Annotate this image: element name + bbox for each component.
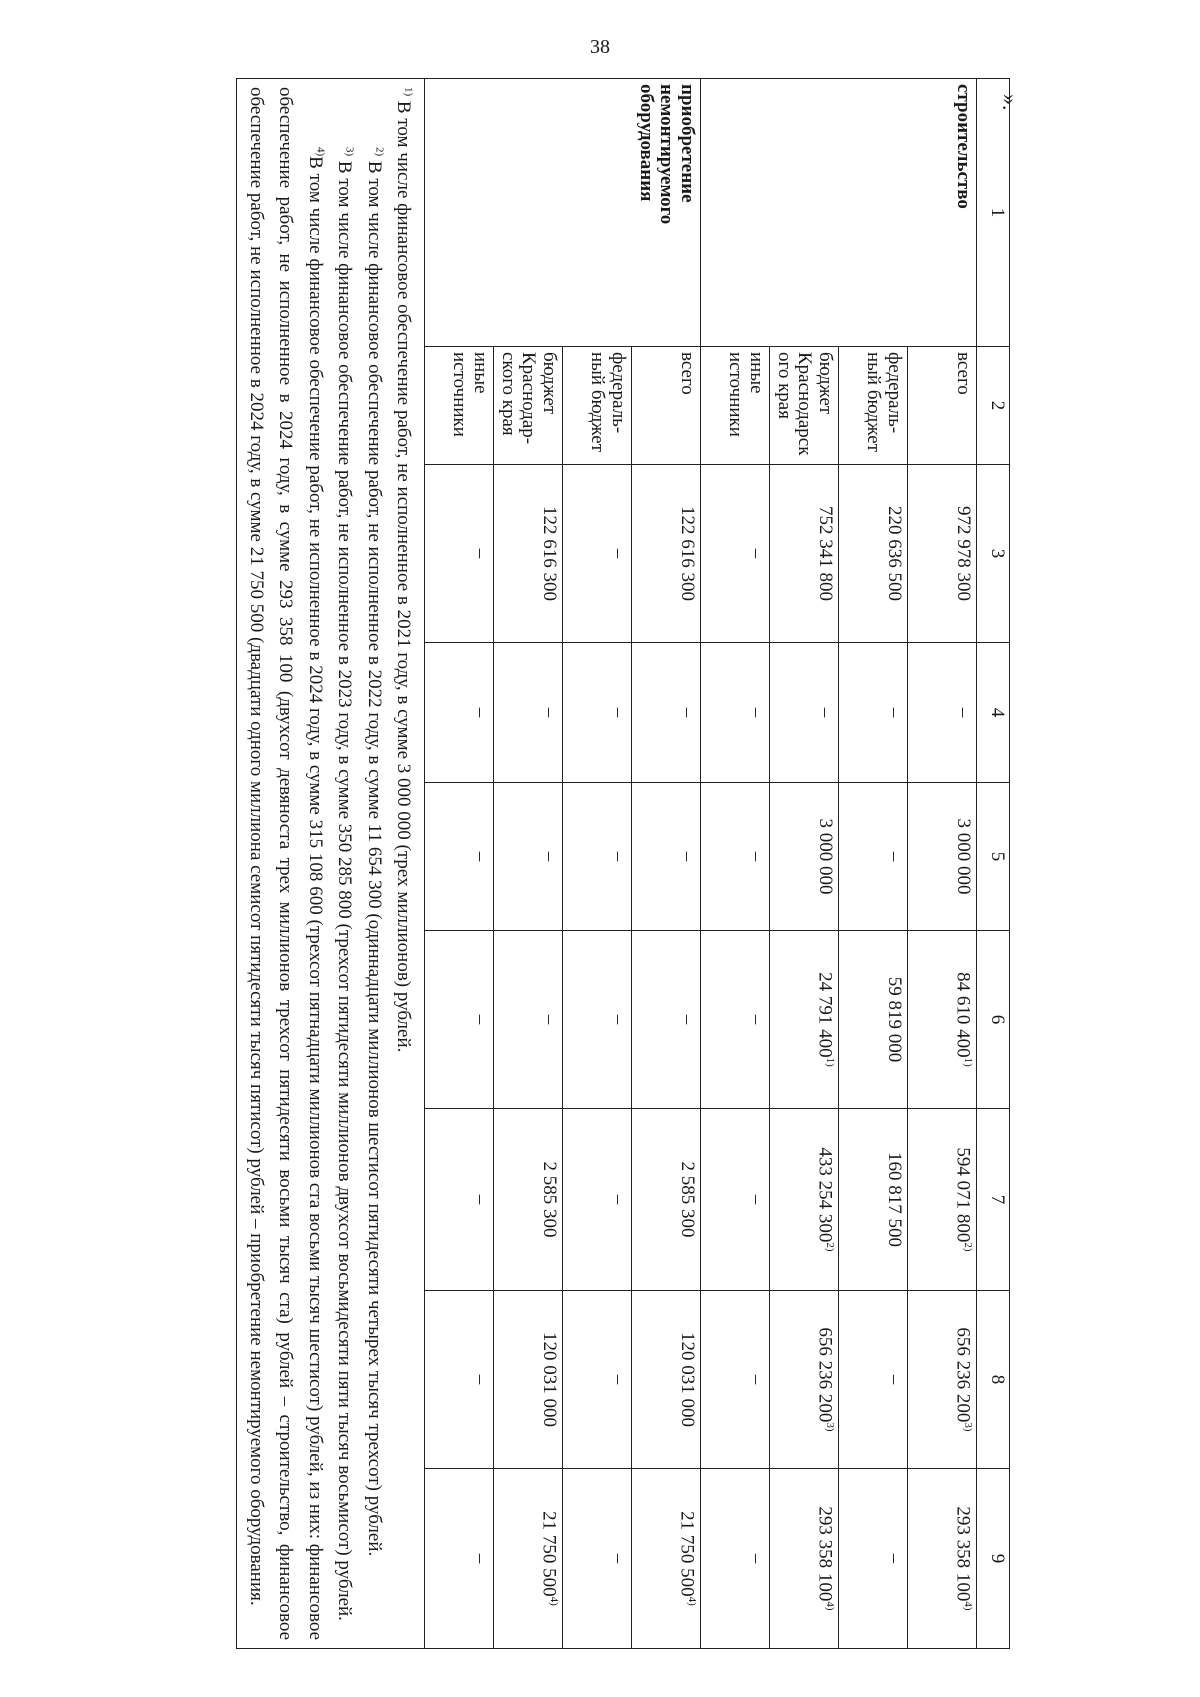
- column-header: 6: [977, 931, 1010, 1109]
- amount-cell: [494, 931, 563, 1109]
- amount-value: –: [608, 1374, 629, 1385]
- amount-cell: [908, 465, 977, 643]
- amount-cell: [701, 643, 770, 783]
- funding-source: всего: [908, 347, 977, 465]
- amount-cell: [425, 1291, 494, 1469]
- footnotes: [237, 79, 425, 1649]
- footnote-1: $^{1)}$ В том числе финансовое обеспечение работ, не исполненное в 2021 году, в сумме 3 000 000 (трех миллионов) рублей.: [393, 87, 415, 1053]
- footnote-mark: 1): [824, 1057, 836, 1067]
- amount-cell: [632, 1109, 701, 1291]
- amount-cell: [563, 783, 632, 931]
- amount-value: –: [884, 707, 905, 718]
- amount-cell: [839, 1291, 908, 1469]
- amount-value: –: [677, 1014, 698, 1025]
- amount-value: –: [608, 1194, 629, 1205]
- amount-value: –: [608, 1553, 629, 1564]
- funding-source: всего: [632, 347, 701, 465]
- amount-value: 433 254 300: [814, 1147, 836, 1243]
- page-number: 38: [590, 36, 610, 58]
- amount-value: 120 031 000: [539, 1332, 560, 1427]
- amount-cell: [632, 931, 701, 1109]
- amount-value: 752 341 800: [815, 506, 836, 601]
- amount-cell: [494, 783, 563, 931]
- amount-value: –: [746, 851, 767, 862]
- amount-value: –: [746, 707, 767, 718]
- amount-cell: [908, 783, 977, 931]
- section-label: приобретение немонтируемого оборудования: [425, 79, 701, 347]
- financing-table: [236, 78, 1010, 1649]
- footnote-mark: 4): [962, 1601, 974, 1611]
- column-header: 3: [977, 465, 1010, 643]
- amount-value: –: [746, 1553, 767, 1564]
- column-header: 7: [977, 1109, 1010, 1291]
- amount-cell: [839, 931, 908, 1109]
- column-header: 8: [977, 1291, 1010, 1469]
- amount-value: –: [470, 1014, 491, 1025]
- amount-value: –: [608, 707, 629, 718]
- column-header: 5: [977, 783, 1010, 931]
- amount-cell: [770, 465, 839, 643]
- amount-value: –: [815, 707, 836, 718]
- amount-cell: [839, 643, 908, 783]
- amount-cell: [563, 643, 632, 783]
- amount-cell: [494, 465, 563, 643]
- amount-value: –: [746, 1194, 767, 1205]
- amount-cell: [839, 465, 908, 643]
- amount-value: –: [539, 1014, 560, 1025]
- column-header: 4: [977, 643, 1010, 783]
- amount-cell: [563, 465, 632, 643]
- amount-value: 656 236 200: [952, 1327, 974, 1423]
- amount-cell: [494, 1469, 563, 1649]
- table-row: [908, 79, 977, 1649]
- amount-value: –: [470, 1553, 491, 1564]
- amount-value: –: [608, 1014, 629, 1025]
- footnote-mark: 3): [824, 1422, 836, 1432]
- column-header: 9: [977, 1469, 1010, 1649]
- amount-cell: [494, 643, 563, 783]
- amount-value: 656 236 200: [814, 1327, 836, 1423]
- amount-value: –: [608, 851, 629, 862]
- amount-cell: [701, 1469, 770, 1649]
- amount-cell: [563, 931, 632, 1109]
- amount-value: 21 750 500: [538, 1511, 560, 1597]
- funding-source: федераль-ный бюджет: [839, 347, 908, 465]
- funding-source: иные источники: [701, 347, 770, 465]
- column-header: 2: [977, 347, 1010, 465]
- amount-value: –: [539, 851, 560, 862]
- footnote-2: $^{2)}$ В том числе финансовое обеспечение работ, не исполненное в 2022 году, в сумме 11 654 300 (одиннадцати миллионов шестисот пятидесяти четырех тысяч трехсот) рублей.: [363, 147, 385, 1557]
- amount-cell: [770, 1109, 839, 1291]
- amount-cell: [425, 465, 494, 643]
- amount-cell: [701, 1109, 770, 1291]
- amount-cell: [632, 465, 701, 643]
- amount-value: –: [470, 851, 491, 862]
- amount-value: –: [884, 1553, 905, 1564]
- amount-value: –: [470, 707, 491, 718]
- amount-cell: [632, 783, 701, 931]
- amount-value: 160 817 500: [884, 1152, 905, 1247]
- amount-cell: [701, 1291, 770, 1469]
- amount-value: 3 000 000: [953, 818, 974, 895]
- amount-cell: [770, 643, 839, 783]
- amount-cell: [908, 1109, 977, 1291]
- footnote-mark: 4): [686, 1596, 698, 1606]
- funding-source: иные источники: [425, 347, 494, 465]
- amount-value: 293 358 100: [952, 1506, 974, 1602]
- amount-cell: [770, 1469, 839, 1649]
- amount-cell: [632, 643, 701, 783]
- amount-cell: [632, 1291, 701, 1469]
- column-header: 1: [977, 79, 1010, 347]
- amount-value: –: [608, 548, 629, 559]
- table-row: [632, 79, 701, 1649]
- amount-value: –: [746, 1014, 767, 1025]
- funding-source: бюджет Краснодарск ого края: [770, 347, 839, 465]
- amount-cell: [563, 1291, 632, 1469]
- amount-cell: [701, 465, 770, 643]
- column-number-row: [977, 79, 1010, 1649]
- amount-value: 220 636 500: [884, 506, 905, 601]
- amount-cell: [563, 1469, 632, 1649]
- amount-value: –: [470, 1194, 491, 1205]
- amount-value: –: [884, 1374, 905, 1385]
- amount-cell: [425, 1109, 494, 1291]
- amount-value: –: [953, 707, 974, 718]
- amount-cell: [425, 643, 494, 783]
- footnote-mark: 2): [824, 1242, 836, 1252]
- amount-cell: [839, 1109, 908, 1291]
- amount-value: –: [884, 851, 905, 862]
- amount-value: –: [470, 1374, 491, 1385]
- amount-value: 293 358 100: [814, 1506, 836, 1602]
- amount-value: 120 031 000: [677, 1332, 698, 1427]
- footnote-mark: 1): [962, 1057, 974, 1067]
- rotated-table-region: [140, 78, 1010, 1648]
- amount-cell: [908, 931, 977, 1109]
- amount-value: 594 071 800: [952, 1147, 974, 1243]
- footnote-mark: 2): [962, 1242, 974, 1252]
- closing-quote-mark: ».: [998, 94, 1023, 111]
- amount-cell: [908, 1469, 977, 1649]
- amount-value: 21 750 500: [676, 1511, 698, 1597]
- amount-value: 84 610 400: [952, 972, 974, 1058]
- footnote-4: $^{4)}$В том числе финансовое обеспечение работ, не исполненное в 2024 году, в сумме 315 108 600 (трехсот пятнадцати миллионов ста восьми тысяч шестисот) рублей, из них: финансовое обеспечение работ, не исполненное в 2024 году, в сумме 293 358 100 (двухсот девяноста трех миллионов трехсот пятидесяти восьми тысяч ста) рублей – строительство, финансовое обеспечение работ, не исполненное в 2024 году, в сумме 21 750 500 (двадцати одного миллиона семисот пятидесяти тысяч пятисот) рублей – приобретение немонтируемого оборудования.: [245, 87, 327, 1640]
- amount-cell: [425, 931, 494, 1109]
- amount-cell: [839, 1469, 908, 1649]
- amount-value: 24 791 400: [814, 972, 836, 1058]
- amount-cell: [770, 1291, 839, 1469]
- amount-value: 122 616 300: [677, 506, 698, 601]
- amount-value: 3 000 000: [815, 818, 836, 895]
- amount-cell: [908, 643, 977, 783]
- amount-cell: [563, 1109, 632, 1291]
- funding-source: федераль-ный бюджет: [563, 347, 632, 465]
- amount-value: –: [470, 548, 491, 559]
- footnote-mark: 4): [824, 1601, 836, 1611]
- amount-value: –: [677, 851, 698, 862]
- amount-cell: [770, 931, 839, 1109]
- footnotes-row: [237, 79, 425, 1649]
- amount-value: 972 978 300: [953, 506, 974, 601]
- amount-cell: [632, 1469, 701, 1649]
- amount-cell: [701, 931, 770, 1109]
- amount-cell: [839, 783, 908, 931]
- section-label: строительство: [701, 79, 977, 347]
- table-body: [425, 79, 977, 1649]
- footnote-mark: 3): [962, 1422, 974, 1432]
- amount-value: 59 819 000: [884, 976, 905, 1063]
- amount-cell: [425, 1469, 494, 1649]
- amount-cell: [701, 783, 770, 931]
- amount-value: –: [677, 707, 698, 718]
- amount-value: 122 616 300: [539, 506, 560, 601]
- amount-cell: [770, 783, 839, 931]
- amount-value: 2 585 300: [677, 1161, 698, 1238]
- amount-value: –: [539, 707, 560, 718]
- amount-cell: [908, 1291, 977, 1469]
- footnote-3: $^{3)}$ В том числе финансовое обеспечение работ, не исполненное в 2023 году, в сумме 350 285 800 (трехсот пятидесяти миллионов двухсот восьмидесяти пяти тысяч восьмисот) рублей.: [334, 147, 356, 1621]
- amount-cell: [494, 1291, 563, 1469]
- amount-cell: [494, 1109, 563, 1291]
- footnote-mark: 4): [548, 1596, 560, 1606]
- funding-source: бюджет Краснодар-ского края: [494, 347, 563, 465]
- amount-value: –: [746, 548, 767, 559]
- amount-cell: [425, 783, 494, 931]
- amount-value: 2 585 300: [539, 1161, 560, 1238]
- amount-value: –: [746, 1374, 767, 1385]
